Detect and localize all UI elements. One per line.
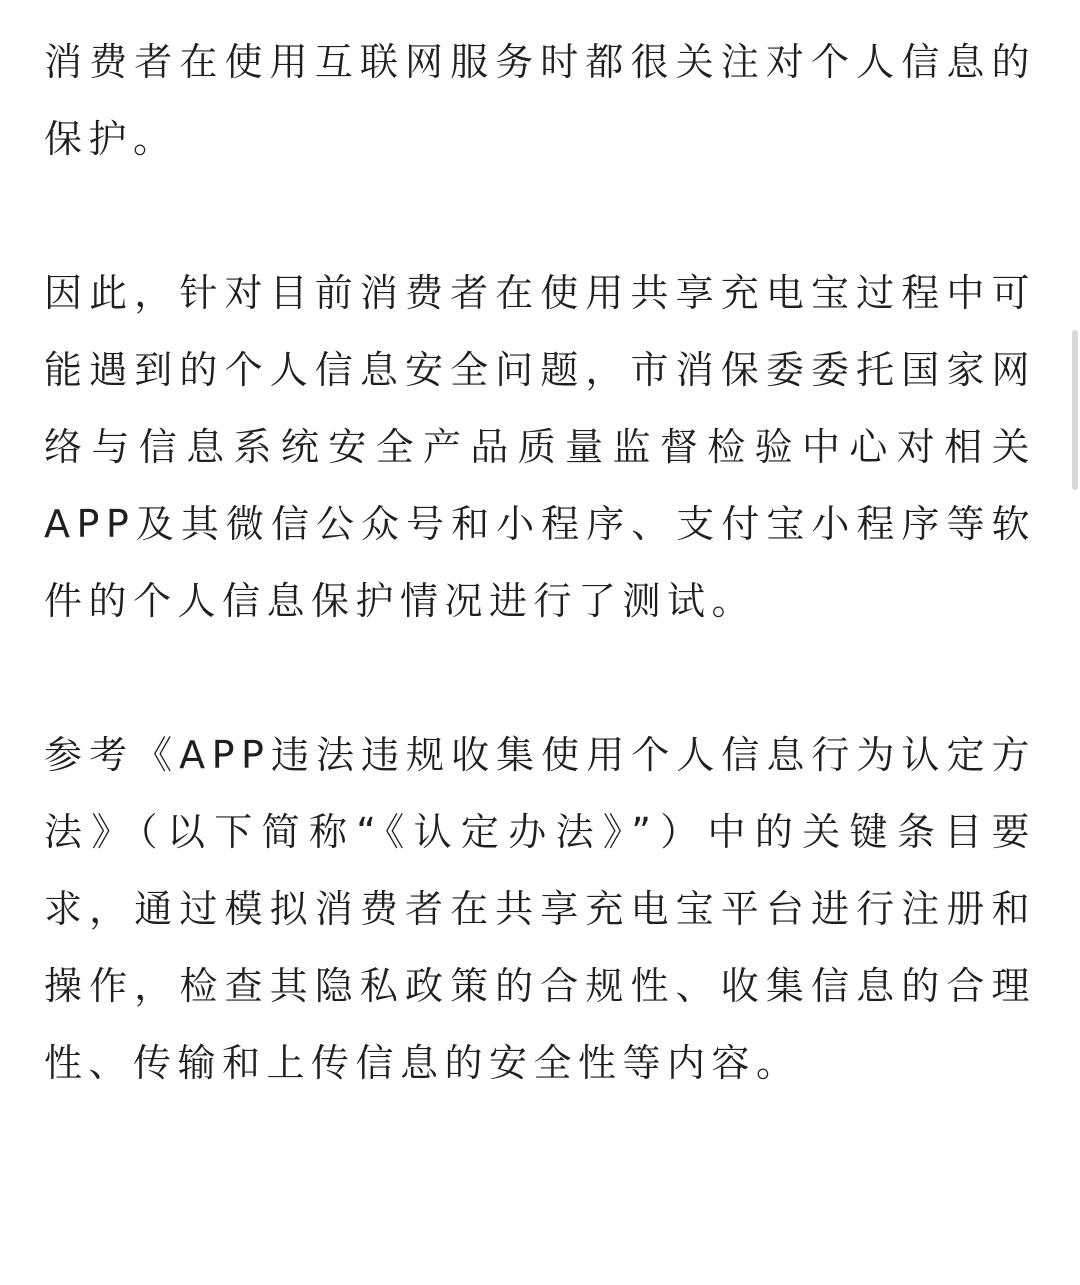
scrollbar-thumb[interactable] [1072, 330, 1078, 490]
paragraph-testing-method: 参考《APP违法违规收集使用个人信息行为认定方法》（以下简称“《认定办法》”）中的关键条目要求，通过模拟消费者在共享充电宝平台进行注册和操作，检查其隐私政策的合规性、收集信息的合理性、传输和上传信息的安全性等内容。 [44, 733, 1036, 1085]
article-body [44, 24, 1036, 1102]
paragraph-privacy-concern: 消费者在使用互联网服务时都很关注对个人信息的保护。 [44, 40, 1036, 161]
paragraph-testing-commission: 因此，针对目前消费者在使用共享充电宝过程中可能遇到的个人信息安全问题，市消保委委托国家网络与信息系统安全产品质量监督检验中心对相关APP及其微信公众号和小程序、支付宝小程序等软件的个人信息保护情况进行了测试。 [44, 271, 1036, 623]
